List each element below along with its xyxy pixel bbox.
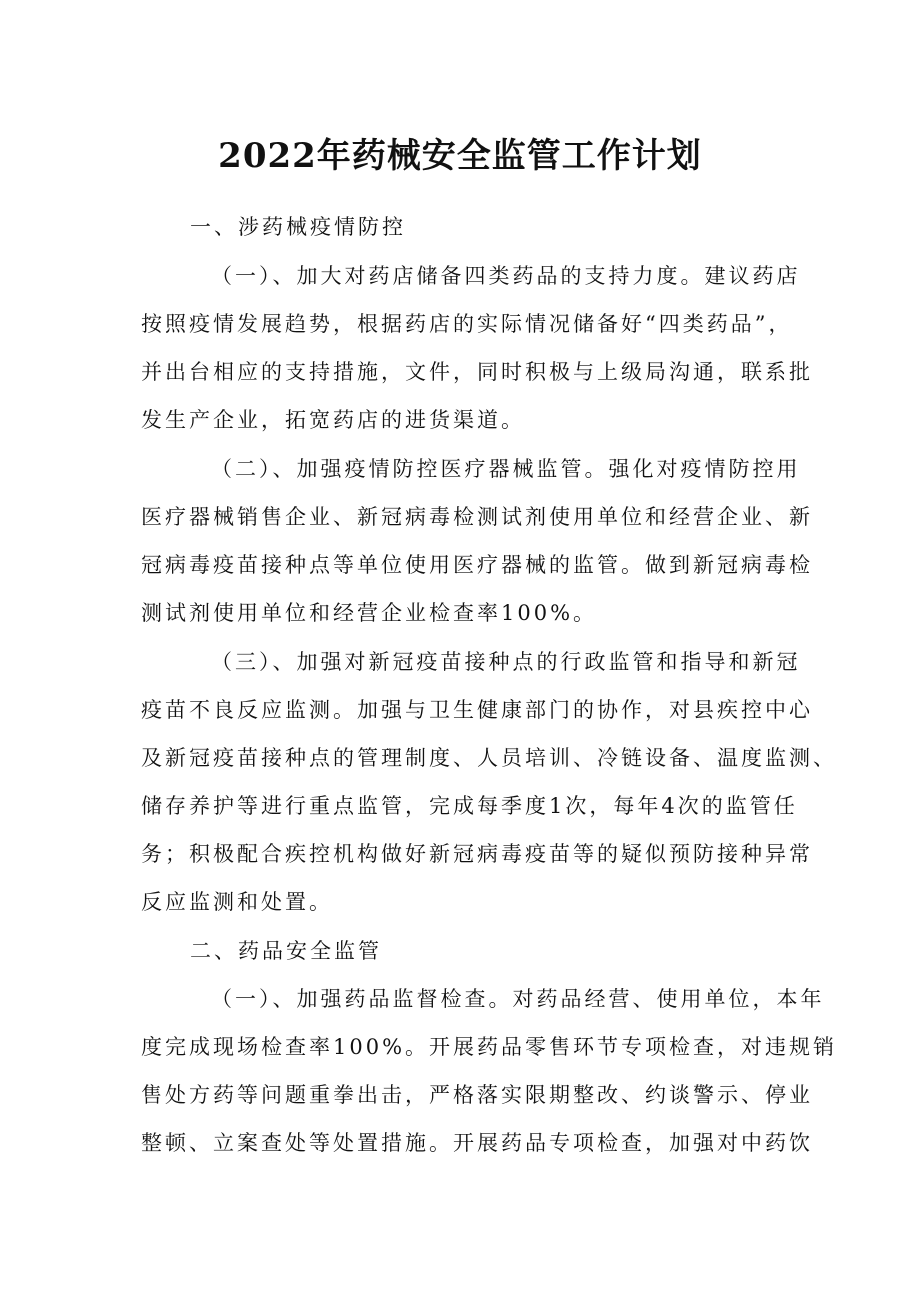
paragraph-line: （三）、加强对新冠疫苗接种点的行政监管和指导和新冠 [211, 650, 801, 674]
paragraph-line: 储存养护等进行重点监管，完成每季度1次，每年4次的监管任 [141, 794, 798, 818]
paragraph-line: 医疗器械销售企业、新冠病毒检测试剂使用单位和经营企业、新 [141, 505, 813, 529]
paragraph-line: 测试剂使用单位和经营企业检查率100%。 [141, 601, 598, 625]
paragraph-line: 并出台相应的支持措施，文件，同时积极与上级局沟通，联系批 [141, 360, 813, 384]
paragraph-line: 售处方药等问题重拳出击，严格落实限期整改、约谈警示、停业 [141, 1083, 813, 1107]
paragraph-line: 冠病毒疫苗接种点等单位使用医疗器械的监管。做到新冠病毒检 [141, 553, 813, 577]
section-heading: 二、药品安全监管 [190, 939, 382, 963]
paragraph-line: （二）、加强疫情防控医疗器械监管。强化对疫情防控用 [211, 457, 801, 481]
paragraph-line: 疫苗不良反应监测。加强与卫生健康部门的协作，对县疾控中心 [141, 698, 813, 722]
paragraph-line: 及新冠疫苗接种点的管理制度、人员培训、冷链设备、温度监测、 [141, 746, 837, 770]
section-heading: 一、涉药械疫情防控 [190, 215, 406, 239]
paragraph-line: （一）、加大对药店储备四类药品的支持力度。建议药店 [211, 264, 801, 288]
paragraph-line: 按照疫情发展趋势，根据药店的实际情况储备好“四类药品”， [141, 312, 793, 336]
paragraph-line: 整顿、立案查处等处置措施。开展药品专项检查，加强对中药饮 [141, 1131, 813, 1155]
document-title: 2022年药械安全监管工作计划 [218, 136, 702, 176]
paragraph-line: 发生产企业，拓宽药店的进货渠道。 [141, 408, 525, 432]
paragraph-line: 务；积极配合疾控机构做好新冠病毒疫苗等的疑似预防接种异常 [141, 842, 813, 866]
paragraph-line: 度完成现场检查率100%。开展药品零售环节专项检查，对违规销 [141, 1035, 838, 1059]
paragraph-line: 反应监测和处置。 [141, 890, 333, 914]
paragraph-line: （一）、加强药品监督检查。对药品经营、使用单位，本年 [211, 987, 825, 1011]
